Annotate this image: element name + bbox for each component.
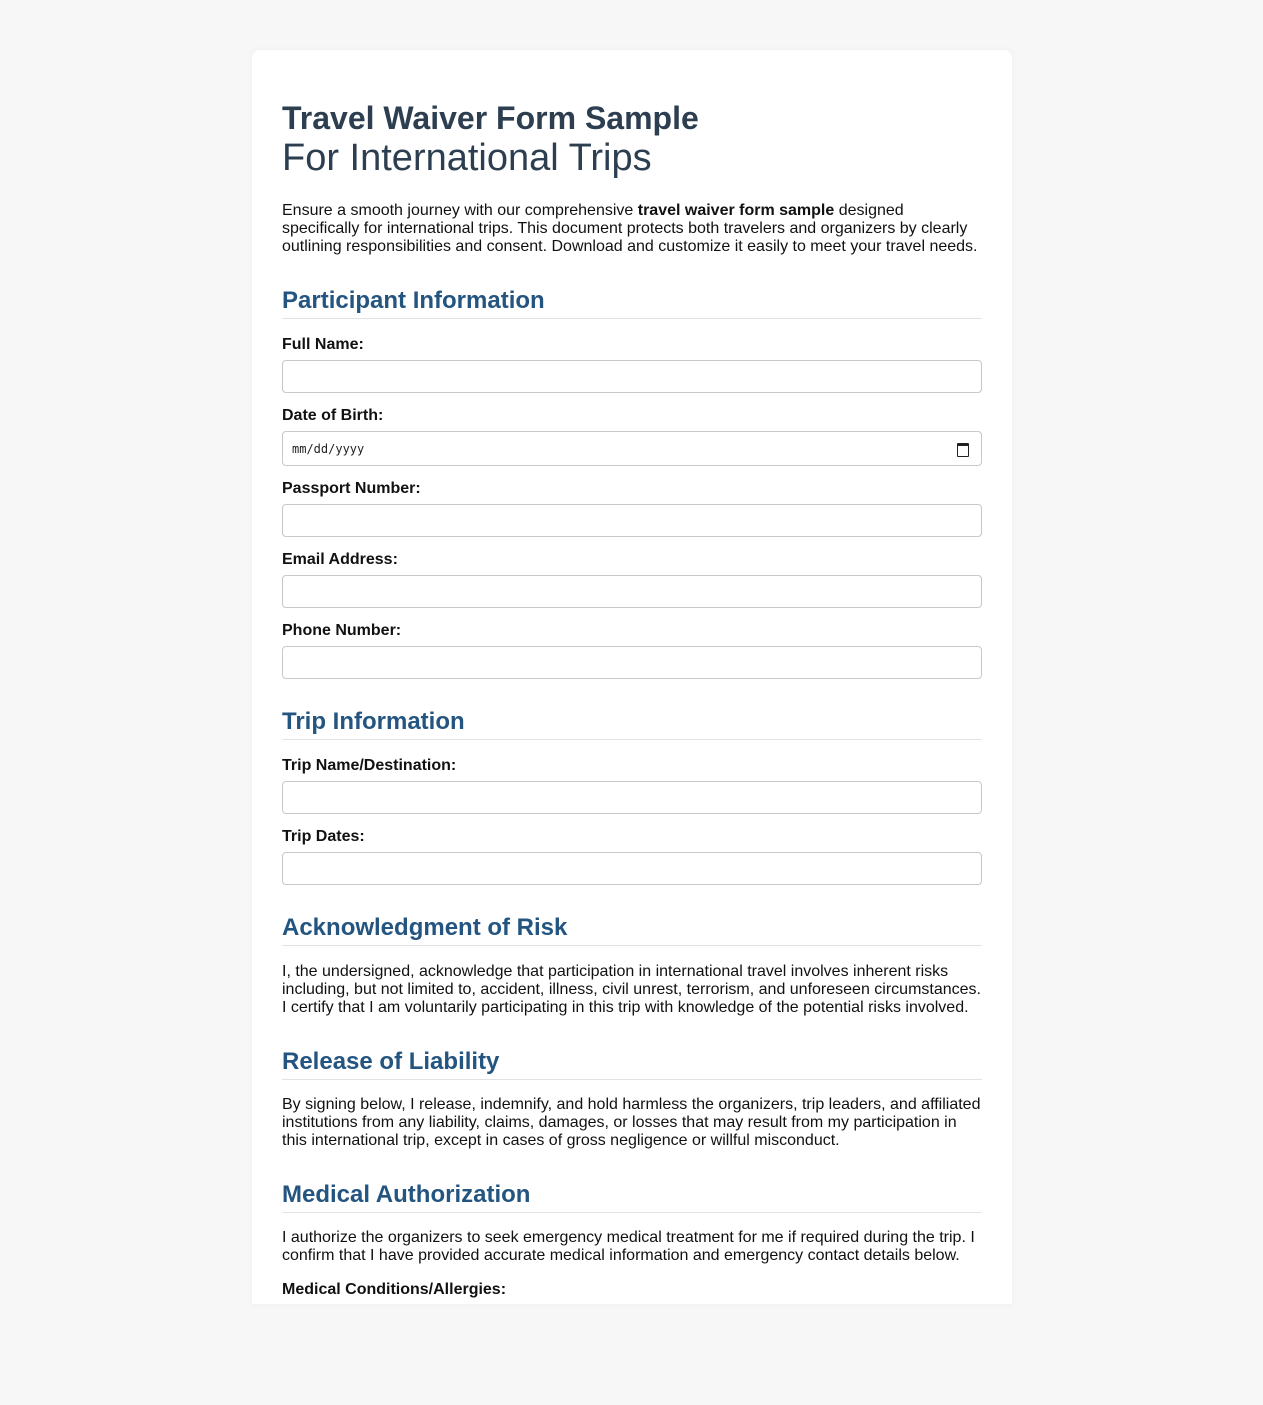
trip-heading: Trip Information bbox=[282, 708, 982, 740]
trip-dates-input[interactable] bbox=[282, 852, 982, 885]
participant-heading: Participant Information bbox=[282, 287, 982, 319]
intro-text bbox=[282, 202, 982, 256]
risk-heading: Acknowledgment of Risk bbox=[282, 914, 982, 946]
trip-dates-label: Trip Dates: bbox=[282, 828, 365, 846]
calendar-icon[interactable] bbox=[957, 443, 969, 457]
risk-text: I, the undersigned, acknowledge that participation in international travel involves inherent risks including, but not limited to, accident, illness, civil unrest, terrorism, and unforeseen circumstances. I certify that I am voluntarily participating in this trip with knowledge of the potential risks involved. bbox=[282, 963, 981, 1017]
title-line-1: Travel Waiver Form Sample bbox=[282, 100, 699, 136]
medical-conditions-label: Medical Conditions/Allergies: bbox=[282, 1281, 507, 1299]
full-name-input[interactable] bbox=[282, 360, 982, 393]
dob-input[interactable] bbox=[282, 431, 982, 466]
page-title bbox=[282, 100, 982, 180]
email-label: Email Address: bbox=[282, 551, 398, 569]
passport-label: Passport Number: bbox=[282, 480, 421, 498]
intro-after: designed specifically for international trips. This document protects both travelers and organizers by clearly outlining responsibilities and consent. Download and customize it easily to meet your travel needs. bbox=[282, 202, 978, 256]
passport-input[interactable] bbox=[282, 504, 982, 537]
dob-placeholder: mm/dd/yyyy bbox=[292, 441, 365, 456]
liability-heading: Release of Liability bbox=[282, 1048, 982, 1080]
full-name-label: Full Name: bbox=[282, 336, 364, 354]
liability-text: By signing below, I release, indemnify, and hold harmless the organizers, trip leaders, and affiliated institutions from any liability, claims, damages, or losses that may result from my participation in this international trip, except in cases of gross negligence or willful misconduct. bbox=[282, 1096, 981, 1150]
medical-heading: Medical Authorization bbox=[282, 1181, 982, 1213]
trip-name-input[interactable] bbox=[282, 781, 982, 814]
phone-label: Phone Number: bbox=[282, 622, 402, 640]
title-line-2: For International Trips bbox=[282, 136, 652, 179]
email-input[interactable] bbox=[282, 575, 982, 608]
intro-bold: travel waiver form sample bbox=[637, 202, 835, 220]
medical-text: I authorize the organizers to seek emergency medical treatment for me if required during the trip. I confirm that I have provided accurate medical information and emergency contact details below. bbox=[282, 1229, 975, 1265]
intro-before: Ensure a smooth journey with our comprehensive bbox=[282, 202, 638, 220]
phone-input[interactable] bbox=[282, 646, 982, 679]
trip-name-label: Trip Name/Destination: bbox=[282, 757, 457, 775]
waiver-form-card bbox=[252, 50, 1012, 1304]
dob-label: Date of Birth: bbox=[282, 407, 384, 425]
